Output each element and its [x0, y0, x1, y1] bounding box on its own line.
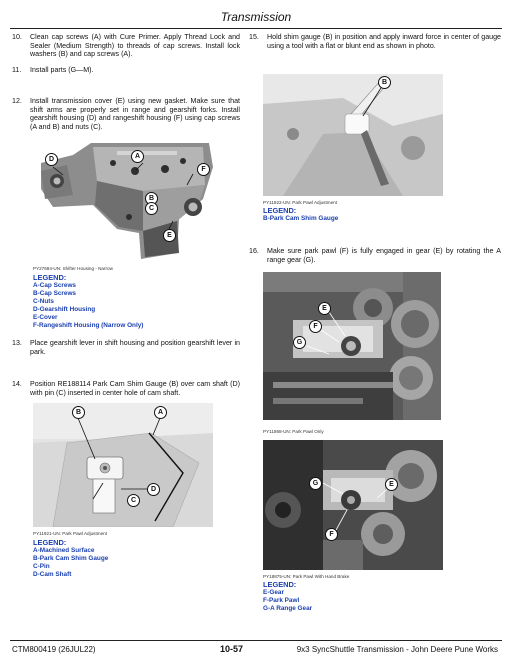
step-11 [12, 66, 240, 75]
callout-b: B [72, 406, 85, 419]
callout-d: D [147, 483, 160, 496]
callout-c: C [127, 494, 140, 507]
legend-item: D-Gearshift Housing [33, 306, 96, 313]
step-12 [12, 97, 240, 131]
legend-item: C-Nuts [33, 298, 54, 305]
callout-f: F [325, 528, 338, 541]
callout-a: A [131, 150, 144, 163]
callout-d: D [45, 153, 58, 166]
step-number: 13. [12, 339, 22, 347]
legend-item: A-Cap Screws [33, 282, 76, 289]
legend-item: E-Cover [33, 314, 58, 321]
page-header [10, 8, 502, 29]
page-footer [10, 640, 502, 659]
step-14 [12, 380, 240, 397]
legend-item: F-Rangeshift Housing (Narrow Only) [33, 322, 144, 329]
shifter-housing-photo [33, 141, 233, 260]
page-title: Transmission [220, 10, 292, 24]
legend-item: D-Cam Shaft [33, 571, 72, 578]
legend-title: LEGEND: [263, 206, 297, 215]
legend-item: G-A Range Gear [263, 605, 313, 612]
callout-e: E [318, 302, 331, 315]
legend-item: E-Gear [263, 589, 284, 596]
legend-fig1 [33, 273, 143, 330]
legend-item: C-Pin [33, 563, 50, 570]
callout-c: C [145, 202, 158, 215]
figure-caption: PY27694-UN: Shifter Housing - Narrow [33, 266, 113, 271]
step-number: 14. [12, 380, 22, 388]
step-text: Install parts (G—M). [30, 66, 94, 74]
step-text: Position RE188114 Park Cam Shim Gauge (B) over cam shaft (D) with pin (C) inserted in center hole of cam shaft. [30, 380, 240, 397]
callout-b: B [378, 76, 391, 89]
legend-item: A-Machined Surface [33, 547, 95, 554]
callout-f: F [197, 163, 210, 176]
step-text: Install transmission cover (E) using new gasket. Make sure that shift arms are properly set in range and gearshift forks. Install gearshift housing (D) and rangeshift housing (F) using cap screws (A and B) and nuts (C). [30, 97, 240, 131]
legend-item: B-Park Cam Shim Gauge [263, 215, 339, 222]
page-number: 10-57 [220, 644, 244, 654]
step-number: 11. [12, 66, 22, 74]
footer-section-title: 9x3 SyncShuttle Transmission - John Deere Pune Works [296, 645, 498, 654]
step-text: Clean cap screws (A) with Cure Primer. Apply Thread Lock and Sealer (Medium Strength) to threads of cap screws. Install lock washers (B) and cap screws (A). [30, 33, 240, 59]
step-number: 15. [249, 33, 259, 41]
step-10 [12, 33, 240, 59]
step-16 [249, 247, 501, 264]
step-number: 12. [12, 97, 22, 105]
legend-fig2 [33, 538, 108, 579]
figure-caption: PY18875-UN: Park Pawl With Hand Brake [263, 574, 350, 579]
step-text: Make sure park pawl (F) is fully engaged in gear (E) by rotating the A range gear (G). [267, 247, 501, 264]
shim-gauge-photo [33, 403, 213, 527]
park-pawl-photo [263, 272, 441, 420]
callout-e: E [163, 229, 176, 242]
figure-caption: PY11921-UN: Park Pawl Adjustment [33, 531, 107, 536]
step-number: 10. [12, 33, 22, 41]
legend-title: LEGEND: [33, 273, 67, 282]
legend-title: LEGEND: [33, 538, 67, 547]
step-text: Hold shim gauge (B) in position and apply inward force in center of gauge using a tool with a flat or blunt end as shown in photo. [267, 33, 501, 50]
legend-title: LEGEND: [263, 580, 297, 589]
callout-g: G [293, 336, 306, 349]
callout-b: B [145, 192, 158, 205]
callout-a: A [154, 406, 167, 419]
step-13 [12, 339, 240, 356]
callout-e: E [385, 478, 398, 491]
figure-caption: PY11922-UN: Park Pawl Adjustment [263, 200, 337, 205]
step-number: 16. [249, 247, 259, 255]
legend-item: B-Cap Screws [33, 290, 76, 297]
footer-doc-id: CTM800419 (26JUL22) [12, 645, 96, 654]
callout-f: F [309, 320, 322, 333]
step-text: Place gearshift lever in shift housing and position gearshift lever in park. [30, 339, 240, 356]
figure-caption: PY11868-UN: Park Pawl Only [263, 429, 324, 434]
legend-fig5 [263, 580, 312, 613]
callout-g: G [309, 477, 322, 490]
park-pawl-hand-brake-photo [263, 440, 443, 570]
legend-item: F-Park Pawl [263, 597, 300, 604]
legend-fig3 [263, 206, 338, 223]
step-15 [249, 33, 501, 50]
legend-item: B-Park Cam Shim Gauge [33, 555, 109, 562]
shim-gauge-hold-photo [263, 74, 443, 196]
